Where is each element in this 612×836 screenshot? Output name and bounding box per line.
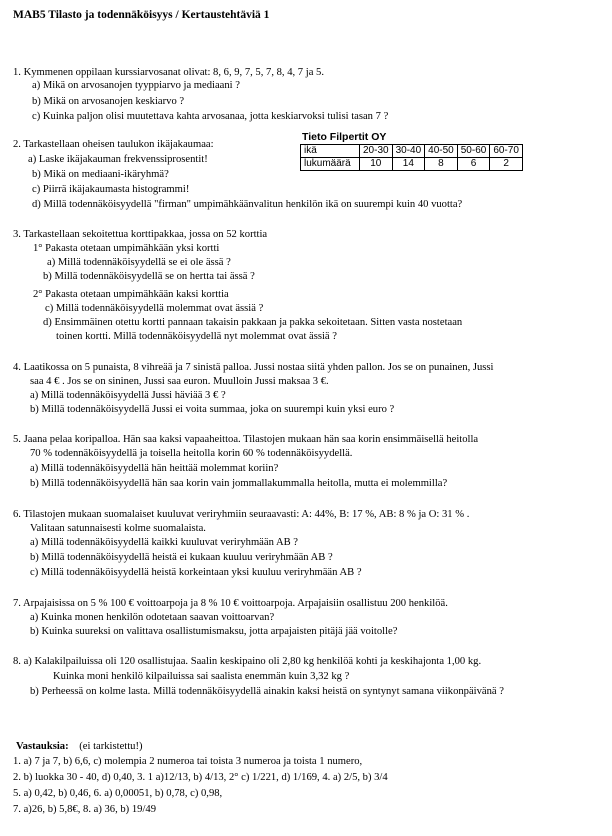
q4-line2: saa 4 € . Jos se on sininen, Jussi saa euron. Muulloin Jussi maksaa 3 €. — [30, 376, 329, 387]
table-cell: 8 — [425, 158, 458, 171]
q1-intro: 1. Kymmenen oppilaan kurssiarvosanat olivat: 8, 6, 9, 7, 5, 7, 8, 4, 7 ja 5. — [13, 67, 324, 78]
table-cell: 10 — [360, 158, 393, 171]
table-cell: 20-30 — [360, 145, 393, 158]
q8-a-line1: 8. a) Kalakilpailuissa oli 120 osallistujaa. Saalin keskipaino oli 2,80 kg henkilöä kohti ja keskihajonta 1,00 kg. — [13, 656, 482, 667]
q1-a: a) Mikä on arvosanojen tyyppiarvo ja mediaani ? — [32, 80, 240, 91]
table-cell: 50-60 — [457, 145, 490, 158]
answers-line2: 2. b) luokka 30 - 40, d) 0,40, 3. 1 a)12/13, b) 4/13, 2° c) 1/221, d) 1/169, 4. a) 2/5, b) 3/4 — [13, 772, 388, 783]
q3-p2: 2° Pakasta otetaan umpimähkään kaksi korttia — [33, 289, 229, 300]
q5-a: a) Millä todennäköisyydellä hän heittää molemmat koriin? — [30, 463, 279, 474]
q3-p2c: c) Millä todennäköisyydellä molemmat ovat ässiä ? — [45, 303, 264, 314]
q3-p2d-line2: toinen kortti. Millä todennäköisyydellä nyt molemmat ovat ässiä ? — [56, 331, 337, 342]
q2-c: c) Piirrä ikäjakaumasta histogrammi! — [32, 184, 190, 195]
page-title: MAB5 Tilasto ja todennäköisyys / Kertaustehtäviä 1 — [13, 9, 270, 21]
q6-a: a) Millä todennäköisyydellä kaikki kuuluvat veriryhmään AB ? — [30, 537, 299, 548]
q4-a: a) Millä todennäköisyydellä Jussi häviää 3 € ? — [30, 390, 226, 401]
q8-a-line2: Kuinka moni henkilö kilpailuissa sai saalista enemmän kuin 3,32 kg ? — [53, 671, 350, 682]
answers-header — [16, 741, 143, 753]
table-cell: lukumäärä — [301, 158, 360, 171]
q7-line1: 7. Arpajaisissa on 5 % 100 € voittoarpoja ja 8 % 10 € voittoarpoja. Arpajaisiin osallistuu 200 henkilöä. — [13, 598, 448, 609]
q5-line2: 70 % todennäköisyydellä ja toisella heitolla korin 60 % todennäköisyydellä. — [30, 448, 353, 459]
q1-b: b) Mikä on arvosanojen keskiarvo ? — [32, 96, 185, 107]
table-cell: 60-70 — [490, 145, 523, 158]
table-row — [301, 145, 523, 158]
answers-line4: 7. a)26, b) 5,8€, 8. a) 36, b) 19/49 — [13, 804, 156, 815]
q3-p1b: b) Millä todennäköisyydellä se on hertta tai ässä ? — [43, 271, 255, 282]
answers-line1: 1. a) 7 ja 7, b) 6,6, c) molempia 2 numeroa tai toista 3 numeroa ja toista 1 numero, — [13, 756, 363, 767]
q4-line1: 4. Laatikossa on 5 punaista, 8 vihreää ja 7 sinistä palloa. Jussi nostaa siitä yhden pallon. Jos se on punainen, Jussi — [13, 362, 494, 373]
q3-intro: 3. Tarkastellaan sekoitettua korttipakkaa, jossa on 52 korttia — [13, 229, 268, 240]
q6-line1: 6. Tilastojen mukaan suomalaiset kuuluvat veriryhmiin seuraavasti: A: 44%, B: 17 %, AB: 8 % ja O: 31 % . — [13, 509, 470, 520]
q5-line1: 5. Jaana pelaa koripalloa. Hän saa kaksi vapaaheittoa. Tilastojen mukaan hän saa korin ensimmäisellä heitolla — [13, 434, 479, 445]
table-cell: ikä — [301, 145, 360, 158]
answers-heading: Vastauksia: — [16, 741, 69, 752]
q3-p2d-line1: d) Ensimmäinen otettu kortti pannaan takaisin pakkaan ja pakka sekoitetaan. Sitten vasta nostetaan — [43, 317, 463, 328]
q5-b: b) Millä todennäköisyydellä hän saa korin vain jommallakummalla heitolla, mutta ei molemmilla? — [30, 478, 448, 489]
q8-b: b) Perheessä on kolme lasta. Millä todennäköisyydellä ainakin kaksi heistä on syntynyt samana viikonpäivänä ? — [30, 686, 504, 697]
table-cell: 6 — [457, 158, 490, 171]
table-cell: 40-50 — [425, 145, 458, 158]
q6-c: c) Millä todennäköisyydellä heistä korkeintaan yksi kuuluu veriryhmään AB ? — [30, 567, 362, 578]
q2-intro: 2. Tarkastellaan oheisen taulukon ikäjakaumaa: — [13, 139, 214, 150]
answers-line3: 5. a) 0,42, b) 0,46, 6. a) 0,00051, b) 0,78, c) 0,98, — [13, 788, 223, 799]
table-row — [301, 158, 523, 171]
answers-note: (ei tarkistettu!) — [79, 741, 143, 752]
q3-p1a: a) Millä todennäköisyydellä se ei ole ässä ? — [47, 257, 231, 268]
q6-b: b) Millä todennäköisyydellä heistä ei kukaan kuuluu veriryhmään AB ? — [30, 552, 333, 563]
q2-b: b) Mikä on mediaani-ikäryhmä? — [32, 169, 169, 180]
q6-line2: Valitaan satunnaisesti kolme suomalaista. — [30, 523, 206, 534]
q4-b: b) Millä todennäköisyydellä Jussi ei voita summaa, joka on suurempi kuin yksi euro ? — [30, 404, 395, 415]
q2-d: d) Millä todennäköisyydellä "firman" umpimähkäänvalitun henkilön ikä on suurempi kuin 40 vuotta? — [32, 199, 463, 210]
q2-a: a) Laske ikäjakauman frekvenssiprosentit! — [28, 154, 208, 165]
q7-b: b) Kuinka suureksi on valittava osallistumismaksu, jotta arpajaisten pitäjä jää voitolle? — [30, 626, 398, 637]
q3-p1: 1° Pakasta otetaan umpimähkään yksi kortti — [33, 243, 220, 254]
table-caption: Tieto Filpertit OY — [302, 131, 387, 143]
table-cell: 2 — [490, 158, 523, 171]
q1-c: c) Kuinka paljon olisi muutettava kahta arvosanaa, jotta keskiarvoksi tulisi tasan 7 ? — [32, 111, 389, 122]
table-cell: 30-40 — [392, 145, 425, 158]
age-table — [300, 144, 523, 171]
q7-a: a) Kuinka monen henkilön odotetaan saavan voittoarvan? — [30, 612, 275, 623]
table-cell: 14 — [392, 158, 425, 171]
